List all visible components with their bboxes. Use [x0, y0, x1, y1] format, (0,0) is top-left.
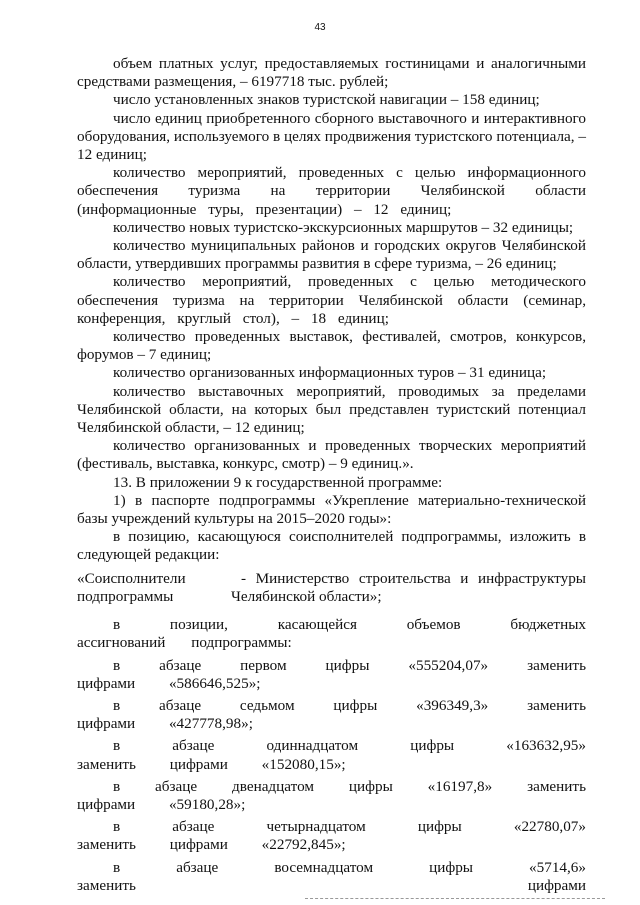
- document-body: [77, 55, 586, 895]
- paragraph-appendix-9: 13. В приложении 9 к государственной программе:: [113, 473, 443, 491]
- footer-rule: [305, 898, 605, 899]
- paragraph-creative-events: количество организованных и проведенных творческих мероприятий (фестиваль, выставка, конкурс, смотр) – 9 единиц.».: [77, 437, 586, 473]
- paragraph-exhibitions-festivals: количество проведенных выставок, фестивалей, смотров, конкурсов, форумов – 7 единиц;: [77, 328, 586, 364]
- paragraph-information-events: количество мероприятий, проведенных с целью информационного обеспечения туризма на территории Челябинской области (информационные туры, презентации) – 12 единиц;: [77, 164, 586, 218]
- paragraph-subprogram-passport: 1) в паспорте подпрограммы «Укрепление материально-технической базы учреждений культуры на 2015–2020 годы»:: [77, 491, 586, 528]
- paragraph-amendment-12: в абзаце двенадцатом цифры «16197,8» заменить цифрами «59180,28»;: [77, 777, 586, 813]
- paragraph-amendment-18: в абзаце восемнадцатом цифры «5714,6» заменить цифрами: [77, 858, 586, 894]
- coexecutor-value: - Министерство строительства и инфраструктуры Челябинской области»;: [231, 569, 586, 605]
- paragraph-coexecutors-position: в позицию, касающуюся соисполнителей подпрограммы, изложить в следующей редакции:: [77, 528, 586, 564]
- paragraph-amendment-1: в абзаце первом цифры «555204,07» заменить цифрами «586646,525»;: [77, 656, 586, 692]
- coexecutor-row: [77, 570, 586, 606]
- paragraph-info-tours: количество организованных информационных туров – 31 единица;: [113, 364, 547, 382]
- paragraph-exhibition-events-outside: количество выставочных мероприятий, проводимых за пределами Челябинской области, на которых был представлен туристский потенциал Челябинской области, – 12 единиц;: [77, 382, 586, 437]
- paragraph-municipal-programs: количество муниципальных районов и городских округов Челябинской области, утвердивших программы развития в сфере туризма, – 26 единиц;: [77, 237, 586, 273]
- paragraph-exhibition-equipment: число единиц приобретенного сборного выставочного и интерактивного оборудования, используемого в целях продвижения туристского потенциала, – 12 единиц;: [77, 109, 586, 164]
- coexecutor-label: «Соисполнители подпрограммы: [77, 569, 186, 605]
- paragraph-amendment-7: в абзаце седьмом цифры «396349,3» заменить цифрами «427778,98»;: [77, 696, 586, 733]
- paragraph-amendment-11: в абзаце одиннадцатом цифры «163632,95» заменить цифрами «152080,15»;: [77, 737, 586, 773]
- paragraph-methodical-events: количество мероприятий, проведенных с целью методического обеспечения туризма на территории Челябинской области (семинар, конференция, круглый стол), – 18 единиц;: [77, 273, 586, 327]
- paragraph-budget-position: в позиции, касающейся объемов бюджетных ассигнований подпрограммы:: [77, 616, 586, 652]
- page-number: 43: [314, 22, 326, 33]
- paragraph-paid-services: объем платных услуг, предоставляемых гостиницами и аналогичными средствами размещения, – 6197718 тыс. рублей;: [77, 55, 586, 91]
- paragraph-new-routes: количество новых туристско-экскурсионных маршрутов – 32 единицы;: [113, 218, 574, 236]
- paragraph-amendment-14: в абзаце четырнадцатом цифры «22780,07» заменить цифрами «22792,845»;: [77, 818, 586, 854]
- paragraph-navigation-signs: число установленных знаков туристской навигации – 158 единиц;: [113, 91, 540, 109]
